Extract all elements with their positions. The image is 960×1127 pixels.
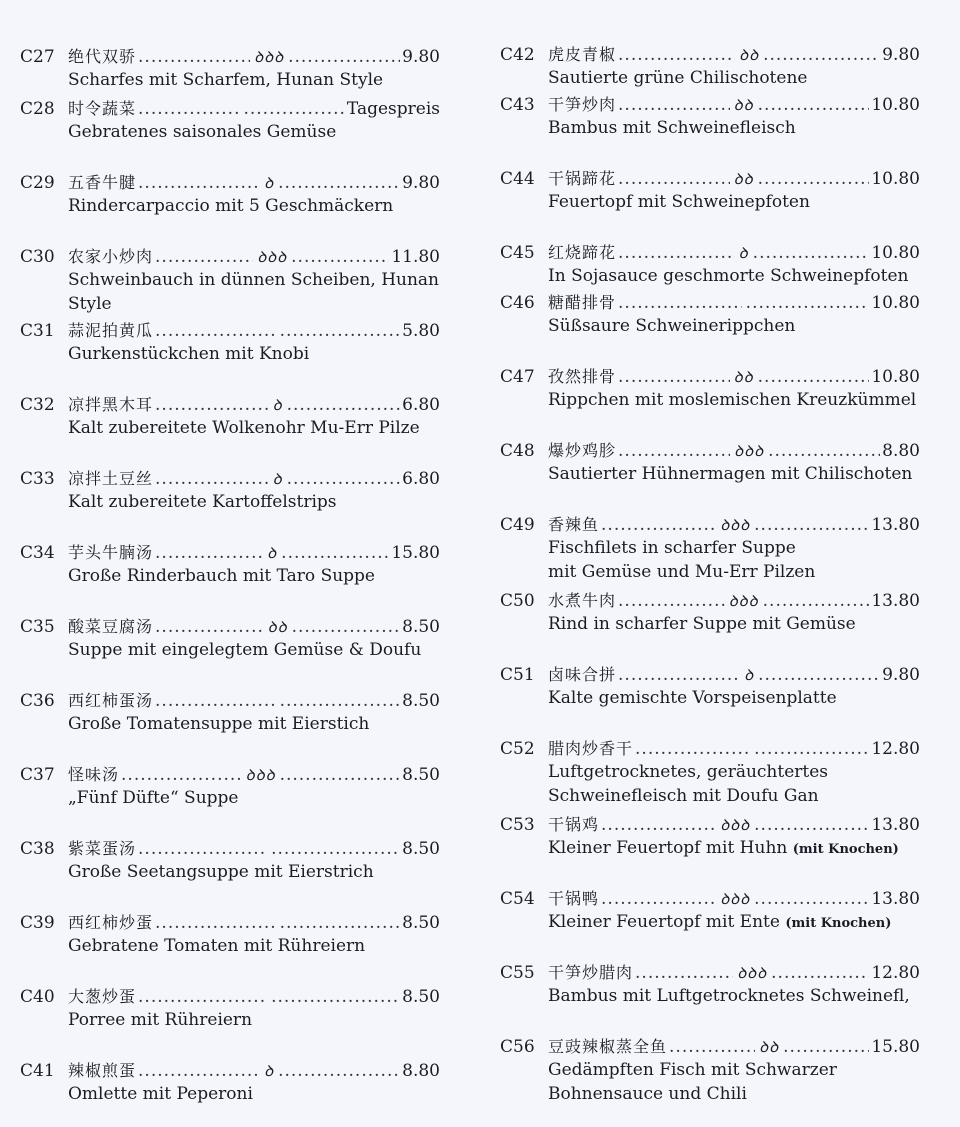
menu-item-c56 <box>500 1034 920 1106</box>
item-chinese-name: 豆豉辣椒蒸全鱼 <box>548 1037 668 1056</box>
dot-leader <box>280 321 401 341</box>
description-text: Große Tomatensuppe mit Eierstich <box>68 714 370 734</box>
menu-item-header <box>500 166 920 190</box>
item-chinese-name: 五香牛腱 <box>68 173 137 192</box>
chili-spice-icon: ꝺꝺꝺ <box>720 516 751 534</box>
menu-item-header <box>500 364 920 388</box>
chili-spice-icon: ꝺꝺꝺ <box>245 766 276 784</box>
menu-item-header <box>20 984 440 1008</box>
dot-leader <box>138 839 267 859</box>
dot-leader <box>281 543 389 563</box>
dot-leader <box>635 739 750 759</box>
item-code: C41 <box>20 1061 55 1081</box>
dot-leader <box>138 173 260 193</box>
item-chinese-name: 爆炒鸡胗 <box>548 441 617 460</box>
item-german-description <box>548 314 920 338</box>
item-german-description <box>548 1058 920 1106</box>
chili-spice-icon: ꝺ <box>264 1062 275 1080</box>
menu-item-c29 <box>20 170 440 218</box>
item-chinese-name: 干笋炒腊肉 <box>548 963 634 982</box>
menu-item-c47 <box>500 364 920 412</box>
menu-item-header <box>20 836 440 860</box>
dot-leader <box>601 815 716 835</box>
description-text: Sautierter Hühnermagen mit Chilischoten <box>548 464 913 484</box>
item-german-description <box>548 66 920 90</box>
dot-leader <box>618 441 730 461</box>
item-price: 13.80 <box>871 889 920 909</box>
menu-item-c43 <box>500 92 920 140</box>
item-price: 8.50 <box>402 617 440 637</box>
dot-leader <box>669 1037 755 1057</box>
item-german-description <box>68 860 440 884</box>
menu-item-c40 <box>20 984 440 1032</box>
chili-spice-icon: ꝺꝺꝺ <box>254 48 285 66</box>
menu-item-header <box>20 318 440 342</box>
dot-leader <box>278 173 400 193</box>
dot-leader <box>291 247 389 267</box>
dot-leader <box>280 913 401 933</box>
item-german-description <box>68 638 440 662</box>
menu-item-header <box>20 762 440 786</box>
item-code: C51 <box>500 665 535 685</box>
item-chinese-name: 怪味汤 <box>68 765 120 784</box>
item-chinese-name: 大葱炒蛋 <box>68 987 137 1006</box>
item-code: C32 <box>20 395 55 415</box>
menu-item-c45 <box>500 240 920 288</box>
item-chinese-name: 辣椒煎蛋 <box>68 1061 137 1080</box>
item-price: 15.80 <box>871 1037 920 1057</box>
description-text: Schweinbauch in dünnen Scheiben, Hunan Style <box>68 270 440 314</box>
chili-spice-icon: ꝺꝺꝺ <box>257 248 288 266</box>
description-text: Rind in scharfer Suppe mit Gemüse <box>548 614 856 634</box>
item-chinese-name: 孜然排骨 <box>548 367 617 386</box>
description-text: Porree mit Rühreiern <box>68 1010 253 1030</box>
dot-leader <box>618 95 730 115</box>
dot-leader <box>155 247 253 267</box>
menu-item-header <box>20 244 440 268</box>
dot-leader <box>758 665 880 685</box>
description-text: Kalt zubereitete Wolkenohr Mu-Err Pilze <box>68 418 420 438</box>
item-chinese-name: 卤味合拼 <box>548 665 617 684</box>
menu-item-c50 <box>500 588 920 636</box>
description-text: Bambus mit Schweinefleisch <box>548 118 796 138</box>
chili-spice-icon: ꝺꝺꝺ <box>728 592 759 610</box>
item-price: 9.80 <box>402 47 440 67</box>
menu-item-header <box>20 540 440 564</box>
chili-spice-icon: ꝺ <box>264 174 275 192</box>
chili-spice-icon: ꝺꝺꝺ <box>737 964 768 982</box>
menu-item-header <box>500 812 920 836</box>
dot-leader <box>768 441 880 461</box>
dot-leader <box>138 99 239 119</box>
item-price: 8.50 <box>402 839 440 859</box>
item-chinese-name: 芋头牛腩汤 <box>68 543 154 562</box>
description-text: Rindercarpaccio mit 5 Geschmäckern <box>68 196 394 216</box>
menu-item-c44 <box>500 166 920 214</box>
menu-item-c53 <box>500 812 920 862</box>
item-code: C52 <box>500 739 535 759</box>
description-text: Kleiner Feuertopf mit Huhn <box>548 838 788 858</box>
item-code: C49 <box>500 515 535 535</box>
item-german-description <box>548 462 920 486</box>
dot-leader <box>754 815 869 835</box>
menu-item-c35 <box>20 614 440 662</box>
menu-item-c31 <box>20 318 440 366</box>
item-chinese-name: 凉拌黑木耳 <box>68 395 154 414</box>
item-german-description <box>68 786 440 810</box>
description-text: Große Rinderbauch mit Taro Suppe <box>68 566 375 586</box>
description-text: Große Seetangsuppe mit Eierstrich <box>68 862 374 882</box>
chili-spice-icon: ꝺꝺ <box>733 96 754 114</box>
menu-item-header <box>500 662 920 686</box>
item-german-description <box>548 612 920 636</box>
dot-leader <box>758 95 870 115</box>
menu-item-header <box>20 614 440 638</box>
item-price: 10.80 <box>871 169 920 189</box>
dot-leader <box>292 617 401 637</box>
item-code: C45 <box>500 243 535 263</box>
item-price: 9.80 <box>402 173 440 193</box>
description-text: Kalt zubereitete Kartoffelstrips <box>68 492 337 512</box>
item-chinese-name: 西红柿蛋汤 <box>68 691 154 710</box>
menu-item-c32 <box>20 392 440 440</box>
dot-leader <box>754 889 869 909</box>
item-price: 13.80 <box>871 815 920 835</box>
dot-leader <box>601 515 716 535</box>
dot-leader <box>155 543 263 563</box>
menu-item-header <box>500 512 920 536</box>
menu-item-c37 <box>20 762 440 810</box>
chili-spice-icon: ꝺ <box>738 244 749 262</box>
menu-item-c49 <box>500 512 920 584</box>
item-price: 13.80 <box>871 591 920 611</box>
description-text: Feuertopf mit Schweinepfoten <box>548 192 810 212</box>
item-price: 9.80 <box>882 45 920 65</box>
item-code: C28 <box>20 99 55 119</box>
menu-item-c48 <box>500 438 920 486</box>
item-chinese-name: 腊肉炒香干 <box>548 739 634 758</box>
item-price: 9.80 <box>882 665 920 685</box>
description-text: In Sojasauce geschmorte Schweinepfoten <box>548 266 909 286</box>
description-text: Süßsaure Schweinerippchen <box>548 316 796 336</box>
item-price: 15.80 <box>391 543 440 563</box>
chili-spice-icon: ꝺꝺꝺ <box>734 442 765 460</box>
item-code: C47 <box>500 367 535 387</box>
chili-spice-icon: ꝺ <box>272 470 283 488</box>
item-price: 10.80 <box>871 293 920 313</box>
menu-item-c34 <box>20 540 440 588</box>
description-note: (mit Knochen) <box>792 842 899 857</box>
item-price: 10.80 <box>871 95 920 115</box>
item-price: 10.80 <box>871 367 920 387</box>
item-price: 8.80 <box>402 1061 440 1081</box>
dot-leader <box>155 469 269 489</box>
menu-item-c41 <box>20 1058 440 1106</box>
description-text: Rippchen mit moslemischen Kreuzkümmel <box>548 390 917 410</box>
item-price: 6.80 <box>402 395 440 415</box>
item-chinese-name: 干锅蹄花 <box>548 169 617 188</box>
menu-item-c51 <box>500 662 920 710</box>
item-price: 10.80 <box>871 243 920 263</box>
menu-item-header <box>500 960 920 984</box>
dot-leader <box>271 987 400 1007</box>
item-code: C37 <box>20 765 55 785</box>
item-code: C27 <box>20 47 55 67</box>
menu-item-c55 <box>500 960 920 1008</box>
menu-item-header <box>500 92 920 116</box>
item-german-description <box>68 120 440 144</box>
item-chinese-name: 紫菜蛋汤 <box>68 839 137 858</box>
dot-leader <box>783 1037 869 1057</box>
chili-spice-icon: ꝺꝺ <box>733 170 754 188</box>
chili-spice-icon: ꝺꝺ <box>739 46 760 64</box>
dot-leader <box>271 839 400 859</box>
item-german-description <box>68 416 440 440</box>
menu-item-header <box>500 1034 920 1058</box>
dot-leader <box>155 395 269 415</box>
item-price: 12.80 <box>871 963 920 983</box>
item-code: C55 <box>500 963 535 983</box>
description-text: Gedämpften Fisch mit Schwarzer Bohnensauce und Chili <box>548 1060 837 1104</box>
menu-item-header <box>500 290 920 314</box>
item-german-description <box>68 564 440 588</box>
item-price: 13.80 <box>871 515 920 535</box>
item-price: 12.80 <box>871 739 920 759</box>
chili-spice-icon: ꝺꝺ <box>267 618 288 636</box>
description-text: Suppe mit eingelegtem Gemüse & Doufu <box>68 640 422 660</box>
item-german-description <box>548 536 920 584</box>
dot-leader <box>601 889 716 909</box>
dot-leader <box>618 665 740 685</box>
menu-item-header <box>20 170 440 194</box>
description-text: Gebratene Tomaten mit Rühreiern <box>68 936 366 956</box>
dot-leader <box>618 45 735 65</box>
item-code: C40 <box>20 987 55 1007</box>
item-chinese-name: 凉拌土豆丝 <box>68 469 154 488</box>
dot-leader <box>288 47 400 67</box>
item-code: C31 <box>20 321 55 341</box>
dot-leader <box>763 591 870 611</box>
description-text: Omlette mit Peperoni <box>68 1084 253 1104</box>
item-code: C54 <box>500 889 535 909</box>
item-price: 6.80 <box>402 469 440 489</box>
menu-item-c33 <box>20 466 440 514</box>
menu-item-c46 <box>500 290 920 338</box>
dot-leader <box>763 45 880 65</box>
item-german-description <box>68 268 440 316</box>
item-german-description <box>68 1082 440 1106</box>
item-german-description <box>68 712 440 736</box>
menu-item-c30 <box>20 244 440 316</box>
item-code: C42 <box>500 45 535 65</box>
description-text: Sautierte grüne Chilischotene <box>548 68 808 88</box>
menu-item-c36 <box>20 688 440 736</box>
dot-leader <box>243 99 344 119</box>
menu-item-header <box>20 392 440 416</box>
item-code: C34 <box>20 543 55 563</box>
menu-item-header <box>500 240 920 264</box>
dot-leader <box>138 987 267 1007</box>
description-text: Kalte gemischte Vorspeisenplatte <box>548 688 837 708</box>
item-code: C33 <box>20 469 55 489</box>
item-price: 8.50 <box>402 691 440 711</box>
item-price: 8.50 <box>402 987 440 1007</box>
dot-leader <box>754 739 869 759</box>
item-code: C50 <box>500 591 535 611</box>
dot-leader <box>618 367 730 387</box>
item-price: 8.80 <box>882 441 920 461</box>
description-note: (mit Knochen) <box>785 916 892 931</box>
menu-item-header <box>20 96 440 120</box>
item-german-description <box>68 934 440 958</box>
item-chinese-name: 水煮牛肉 <box>548 591 617 610</box>
dot-leader <box>278 1061 400 1081</box>
dot-leader <box>758 367 870 387</box>
item-chinese-name: 干锅鸡 <box>548 815 600 834</box>
dot-leader <box>758 169 870 189</box>
dot-leader <box>155 913 276 933</box>
item-price: Tagespreis <box>346 99 440 119</box>
item-german-description <box>68 342 440 366</box>
dot-leader <box>754 515 869 535</box>
dot-leader <box>746 293 870 313</box>
item-code: C30 <box>20 247 55 267</box>
menu-item-c39 <box>20 910 440 958</box>
description-text: Gurkenstückchen mit Knobi <box>68 344 310 364</box>
item-german-description <box>548 264 920 288</box>
item-chinese-name: 红烧蹄花 <box>548 243 617 262</box>
dot-leader <box>287 395 401 415</box>
menu-item-header <box>20 1058 440 1082</box>
item-german-description <box>548 388 920 412</box>
item-chinese-name: 绝代双骄 <box>68 47 137 66</box>
item-chinese-name: 酸菜豆腐汤 <box>68 617 154 636</box>
description-text: „Fünf Düfte“ Suppe <box>68 788 239 808</box>
item-german-description <box>548 984 920 1008</box>
dot-leader <box>618 293 742 313</box>
dot-leader <box>618 591 725 611</box>
description-text: Luftgetrocknetes, geräuchtertes Schweinefleisch mit Doufu Gan <box>548 762 829 806</box>
item-code: C46 <box>500 293 535 313</box>
chili-spice-icon: ꝺꝺ <box>759 1038 780 1056</box>
chili-spice-icon: ꝺ <box>267 544 278 562</box>
item-chinese-name: 蒜泥拍黄瓜 <box>68 321 154 340</box>
description-text: Gebratenes saisonales Gemüse <box>68 122 337 142</box>
item-price: 8.50 <box>402 765 440 785</box>
menu-item-c52 <box>500 736 920 808</box>
dot-leader <box>138 1061 260 1081</box>
item-chinese-name: 西红柿炒蛋 <box>68 913 154 932</box>
description-text: Bambus mit Luftgetrocknetes Schweinefl, <box>548 986 910 1006</box>
menu-item-c54 <box>500 886 920 936</box>
item-code: C53 <box>500 815 535 835</box>
item-chinese-name: 干锅鸭 <box>548 889 600 908</box>
description-text: Scharfes mit Scharfem, Hunan Style <box>68 70 384 90</box>
chili-spice-icon: ꝺꝺꝺ <box>720 890 751 908</box>
description-text: Kleiner Feuertopf mit Ente <box>548 912 780 932</box>
item-german-description <box>548 760 920 808</box>
dot-leader <box>121 765 242 785</box>
item-chinese-name: 干笋炒肉 <box>548 95 617 114</box>
menu-item-header <box>500 736 920 760</box>
dot-leader <box>287 469 401 489</box>
item-german-description <box>68 194 440 218</box>
item-german-description <box>548 116 920 140</box>
dot-leader <box>280 691 401 711</box>
menu-item-c28 <box>20 96 440 144</box>
item-german-description <box>548 190 920 214</box>
item-code: C38 <box>20 839 55 859</box>
menu-item-header <box>20 44 440 68</box>
item-german-description <box>68 68 440 92</box>
dot-leader <box>155 617 264 637</box>
chili-spice-icon: ꝺ <box>272 396 283 414</box>
dot-leader <box>155 321 276 341</box>
item-chinese-name: 农家小炒肉 <box>68 247 154 266</box>
item-price: 11.80 <box>391 247 440 267</box>
item-code: C39 <box>20 913 55 933</box>
dot-leader <box>155 691 276 711</box>
item-chinese-name: 虎皮青椒 <box>548 45 617 64</box>
chili-spice-icon: ꝺꝺꝺ <box>720 816 751 834</box>
menu-item-c38 <box>20 836 440 884</box>
menu-item-c42 <box>500 42 920 90</box>
menu-item-header <box>500 886 920 910</box>
menu-item-header <box>20 910 440 934</box>
item-code: C29 <box>20 173 55 193</box>
menu-item-header <box>20 688 440 712</box>
item-code: C36 <box>20 691 55 711</box>
item-german-description <box>548 686 920 710</box>
item-code: C44 <box>500 169 535 189</box>
item-german-description <box>68 1008 440 1032</box>
item-german-description <box>548 910 920 936</box>
menu-item-header <box>500 42 920 66</box>
menu-item-header <box>500 588 920 612</box>
dot-leader <box>280 765 401 785</box>
dot-leader <box>771 963 869 983</box>
item-chinese-name: 香辣鱼 <box>548 515 600 534</box>
dot-leader <box>138 47 250 67</box>
item-code: C48 <box>500 441 535 461</box>
dot-leader <box>618 169 730 189</box>
menu-item-header <box>20 466 440 490</box>
item-chinese-name: 时令蔬菜 <box>68 99 137 118</box>
item-german-description <box>68 490 440 514</box>
item-code: C35 <box>20 617 55 637</box>
description-text: Fischfilets in scharfer Suppe mit Gemüse und Mu-Err Pilzen <box>548 538 816 582</box>
item-german-description <box>548 836 920 862</box>
item-chinese-name: 糖醋排骨 <box>548 293 617 312</box>
chili-spice-icon: ꝺꝺ <box>733 368 754 386</box>
chili-spice-icon: ꝺ <box>744 666 755 684</box>
dot-leader <box>753 243 870 263</box>
dot-leader <box>635 963 733 983</box>
menu-item-c27 <box>20 44 440 92</box>
item-code: C56 <box>500 1037 535 1057</box>
item-price: 8.50 <box>402 913 440 933</box>
dot-leader <box>618 243 735 263</box>
item-price: 5.80 <box>402 321 440 341</box>
menu-item-header <box>500 438 920 462</box>
item-code: C43 <box>500 95 535 115</box>
